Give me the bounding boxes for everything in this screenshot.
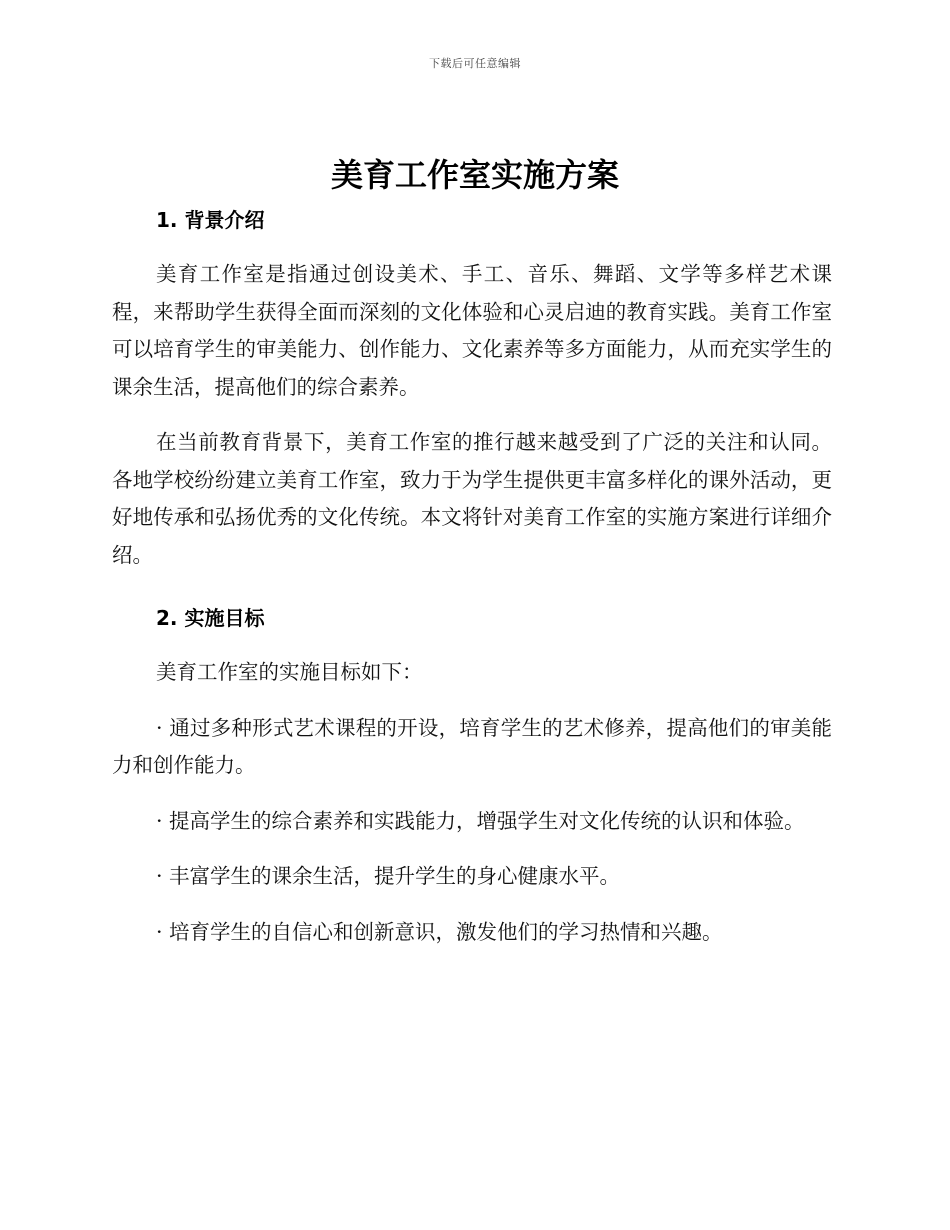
document-body bbox=[112, 198, 832, 951]
paragraph-background-1: 美育工作室是指通过创设美术、手工、音乐、舞蹈、文学等多样艺术课程，来帮助学生获得全面而深刻的文化体验和心灵启迪的教育实践。美育工作室可以培育学生的审美能力、创作能力、文化素养等多方面能力，从而充实学生的课余生活，提高他们的综合素养。 bbox=[112, 262, 832, 399]
section-heading-background: 1. 背景介绍 bbox=[156, 208, 265, 232]
section-heading-goals: 2. 实施目标 bbox=[156, 606, 265, 630]
goal-item-2: · 提高学生的综合素养和实践能力，增强学生对文化传统的认识和体验。 bbox=[156, 808, 805, 833]
header-note: 下载后可任意编辑 bbox=[429, 57, 521, 70]
paragraph-background-2: 在当前教育背景下，美育工作室的推行越来越受到了广泛的关注和认同。各地学校纷纷建立美育工作室，致力于为学生提供更丰富多样化的课外活动，更好地传承和弘扬优秀的文化传统。本文将针对美育工作室的实施方案进行详细介绍。 bbox=[112, 430, 832, 567]
goal-item-1: · 通过多种形式艺术课程的开设，培育学生的艺术修养，提高他们的审美能力和创作能力。 bbox=[112, 715, 832, 777]
paragraph-goals-intro: 美育工作室的实施目标如下： bbox=[156, 660, 423, 684]
goal-item-4: · 培育学生的自信心和创新意识，激发他们的学习热情和兴趣。 bbox=[156, 919, 723, 944]
goal-item-3: · 丰富学生的课余生活，提升学生的身心健康水平。 bbox=[156, 864, 621, 888]
document-title: 美育工作室实施方案 bbox=[330, 156, 619, 194]
